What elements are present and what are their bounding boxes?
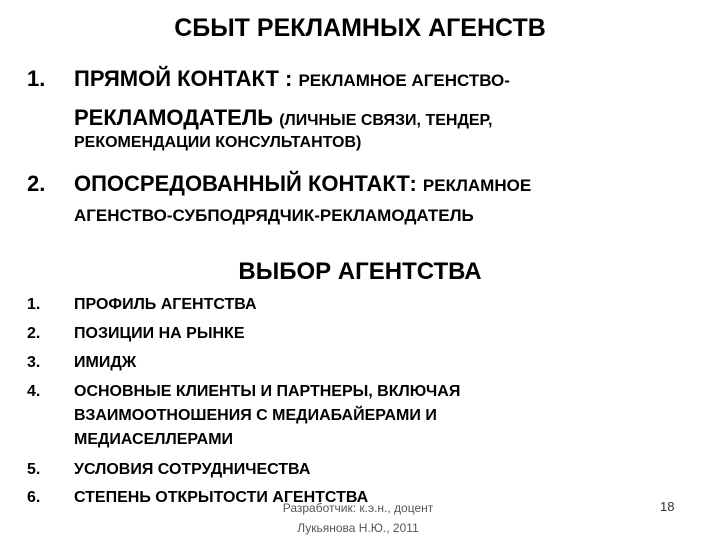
item1-tail: РЕКЛАМНОЕ АГЕНСТВО- bbox=[298, 71, 510, 90]
list-item: ПРОФИЛЬ АГЕНТСТВА bbox=[74, 296, 257, 313]
list-item-number: 6. bbox=[27, 489, 41, 506]
item1-line2 bbox=[74, 105, 492, 131]
list-item-continuation: МЕДИАСЕЛЛЕРАМИ bbox=[74, 431, 234, 448]
footer-author bbox=[273, 498, 443, 538]
item2-lead: ОПОСРЕДОВАННЫЙ КОНТАКТ: bbox=[74, 171, 423, 196]
slide-title: СБЫТ РЕКЛАМНЫХ АГЕНСТВ bbox=[174, 14, 546, 42]
item1-line2-small: (ЛИЧНЫЕ СВЯЗИ, ТЕНДЕР, bbox=[279, 112, 493, 129]
list-item: ПОЗИЦИИ НА РЫНКЕ bbox=[74, 325, 245, 342]
list-item-number: 5. bbox=[27, 461, 41, 478]
item1-lead: ПРЯМОЙ КОНТАКТ : bbox=[74, 66, 299, 91]
item1-line2-big: РЕКЛАМОДАТЕЛЬ bbox=[74, 105, 280, 130]
item2-number: 2. bbox=[27, 171, 46, 196]
list-item-number: 2. bbox=[27, 325, 41, 342]
footer-author-line2: Лукьянова Н.Ю., 2011 bbox=[297, 521, 419, 535]
item1-line1 bbox=[74, 66, 510, 92]
list-item: СТЕПЕНЬ ОТКРЫТОСТИ АГЕНТСТВА bbox=[74, 489, 369, 506]
page-number: 18 bbox=[660, 499, 675, 514]
list-item-number: 1. bbox=[27, 296, 41, 313]
item1-number: 1. bbox=[27, 66, 46, 91]
list-item: ОСНОВНЫЕ КЛИЕНТЫ И ПАРТНЕРЫ, ВКЛЮЧАЯ bbox=[74, 383, 461, 400]
item2-line2: АГЕНСТВО-СУБПОДРЯДЧИК-РЕКЛАМОДАТЕЛЬ bbox=[74, 206, 474, 225]
list-item: УСЛОВИЯ СОТРУДНИЧЕСТВА bbox=[74, 461, 311, 478]
list-item-continuation: ВЗАИМООТНОШЕНИЯ С МЕДИАБАЙЕРАМИ И bbox=[74, 407, 437, 424]
item2-tail: РЕКЛАМНОЕ bbox=[422, 176, 532, 195]
item1-line3: РЕКОМЕНДАЦИИ КОНСУЛЬТАНТОВ) bbox=[74, 134, 362, 151]
list-item: ИМИДЖ bbox=[74, 354, 137, 371]
footer-author-line1: Разработчик: к.э.н., доцент bbox=[282, 501, 434, 515]
item2-line1 bbox=[74, 171, 531, 197]
section-subtitle: ВЫБОР АГЕНТСТВА bbox=[238, 258, 482, 285]
list-item-number: 4. bbox=[27, 383, 41, 400]
list-item-number: 3. bbox=[27, 354, 41, 371]
